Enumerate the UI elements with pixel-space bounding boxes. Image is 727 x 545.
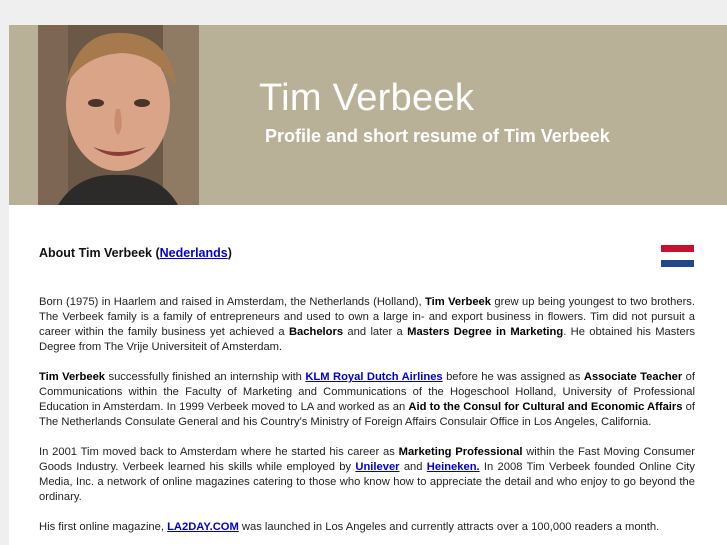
klm-link[interactable]: KLM Royal Dutch Airlines [305,371,443,383]
nederlands-link[interactable]: Nederlands [159,246,228,260]
bio-paragraph-2: Tim Verbeek successfully finished an internship with KLM Royal Dutch Airlines before he was assigned as Associate Teacher of Communications within the Faculty of Marketing and Communications of the Hogeschool Holland, University of Professional Education in Amsterdam. In 1999 Verbeek moved to LA and worked as an Aid to the Consul for Cultural and Economic Affairs of The Netherlands Consulate General and his Country's Ministry of Foreign Affairs Consulair Office in Los Angeles, California. [39,371,696,428]
bio-paragraph-3: In 2001 Tim moved back to Amsterdam where he started his career as Marketing Professional within the Fast Moving Consumer Goods Industry. Verbeek learned his skills while employed by Unilever and Heineken. In 2008 Tim Verbeek founded Online City Media, Inc. a network of online magazines catering to those who know how to appreciate the detail and who enjoy to go beyond the ordinary. [39,446,695,503]
unilever-link[interactable]: Unilever [355,461,400,473]
la2day-link[interactable]: LA2DAY.COM [167,521,239,533]
heineken-link[interactable]: Heineken. [426,461,480,473]
site-title: Tim Verbeek [259,77,475,119]
portrait-image [38,25,199,205]
site-header [9,25,727,205]
bio-paragraph-4: His first online magazine, LA2DAY.COM was launched in Los Angeles and currently attracts over a 100,000 readers a month. [39,521,660,533]
bio-paragraph-1: Born (1975) in Haarlem and raised in Amsterdam, the Netherlands (Holland), Tim Verbeek grew up being youngest to two brothers. The Verbeek family is a family of entrepreneurs and used to own a large in- and export business in flowers. Tim did not pursuit a career within the family business yet achieved a Bachelors and later a Masters Degree in Marketing. He obtained his Masters Degree from The Vrije Universiteit of Amsterdam. [39,296,696,353]
site-subtitle: Profile and short resume of Tim Verbeek [265,126,610,146]
main-content [39,246,695,545]
page-container [9,25,727,545]
about-heading: About Tim Verbeek (Nederlands) [39,246,232,260]
profile-photo [38,25,199,205]
